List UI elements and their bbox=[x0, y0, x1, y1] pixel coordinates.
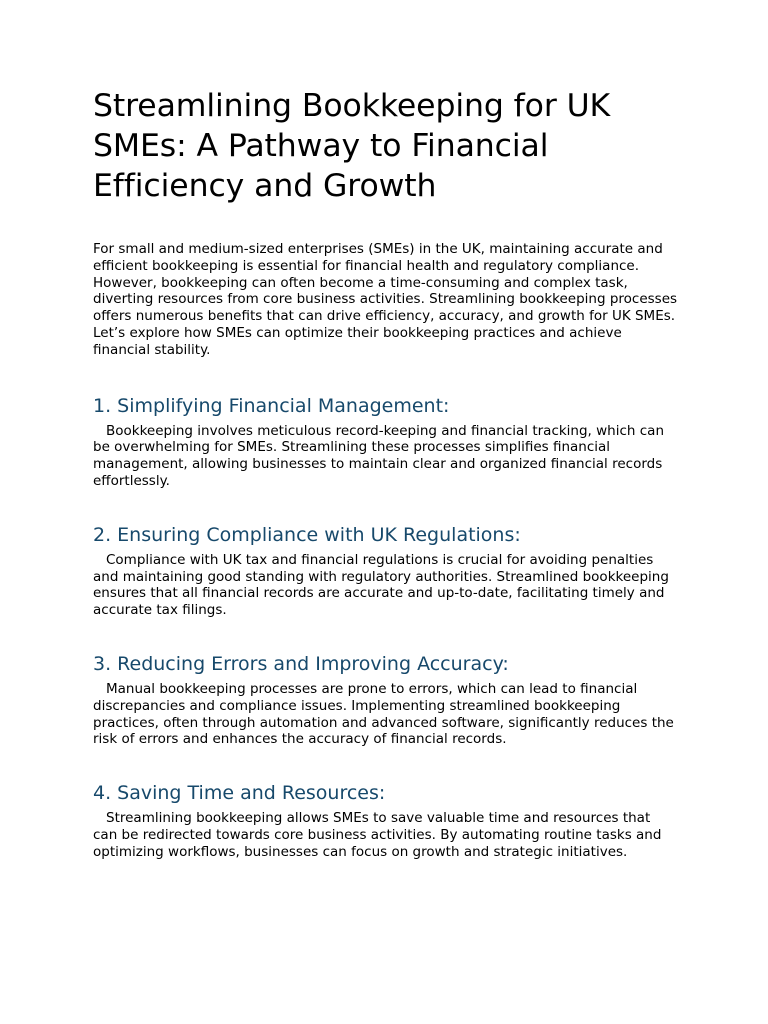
section-2 bbox=[93, 523, 678, 619]
section-heading: 2. Ensuring Compliance with UK Regulations: bbox=[93, 523, 521, 546]
section-paragraph: Manual bookkeeping processes are prone to errors, which can lead to financial discrepancies and compliance issues. Implementing streamlined bookkeeping practices, often through automation and advanced software, significantly reduces the risk of errors and enhances the accuracy of financial records. bbox=[93, 680, 674, 748]
section-heading: 1. Simplifying Financial Management: bbox=[93, 394, 450, 417]
document-title: Streamlining Bookkeeping for UK SMEs: A Pathway to Financial Efficiency and Growth bbox=[93, 88, 611, 204]
section-4 bbox=[93, 781, 678, 860]
intro-paragraph: For small and medium-sized enterprises (SMEs) in the UK, maintaining accurate and efficient bookkeeping is essential for financial health and regulatory compliance. However, bookkeeping can often become a time-consuming and complex task, diverting resources from core business activities. Streamlining bookkeeping processes offers numerous benefits that can drive efficiency, accuracy, and growth for UK SMEs. Let’s explore how SMEs can optimize their bookkeeping practices and achieve financial stability. bbox=[93, 241, 678, 358]
section-1 bbox=[93, 394, 678, 490]
section-paragraph: Compliance with UK tax and financial regulations is crucial for avoiding penalties and maintaining good standing with regulatory authorities. Streamlined bookkeeping ensures that all financial records are accurate and up-to-date, facilitating timely and accurate tax filings. bbox=[93, 551, 669, 619]
section-3 bbox=[93, 652, 678, 748]
section-paragraph: Bookkeeping involves meticulous record-keeping and financial tracking, which can be overwhelming for SMEs. Streamlining these processes simplifies financial management, allowing businesses to maintain clear and organized financial records effortlessly. bbox=[93, 422, 665, 489]
section-paragraph: Streamlining bookkeeping allows SMEs to save valuable time and resources that can be redirected towards core business activities. By automating routine tasks and optimizing workflows, businesses can focus on growth and strategic initiatives. bbox=[93, 810, 662, 860]
section-heading: 3. Reducing Errors and Improving Accuracy: bbox=[93, 652, 509, 675]
section-heading: 4. Saving Time and Resources: bbox=[93, 782, 386, 805]
